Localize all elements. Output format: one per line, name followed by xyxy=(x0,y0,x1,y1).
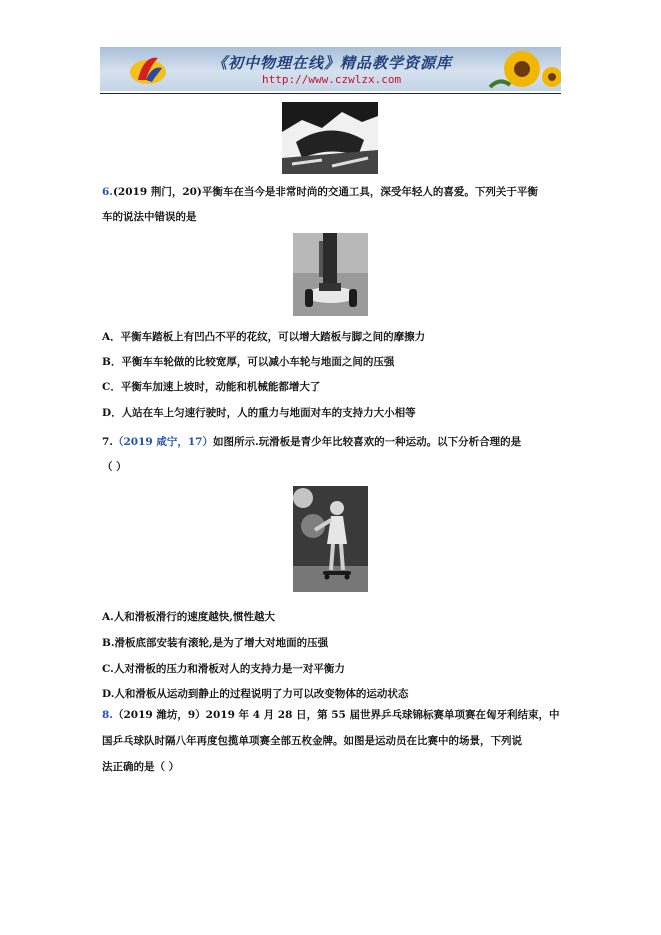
header-divider xyxy=(100,93,561,94)
site-logo-icon xyxy=(128,52,168,86)
q7-stem-line2: （ ） xyxy=(102,461,127,473)
q6-line1 xyxy=(102,184,538,200)
q8-stem-line2: 国乒乓球队时隔八年再度包揽单项赛全部五枚金牌。如图是运动员在比赛中的场景，下列说 xyxy=(102,735,522,747)
q8-source: （2019 潍坊，9） xyxy=(112,709,206,721)
q8-line1 xyxy=(102,707,560,723)
q7-line1 xyxy=(102,434,521,450)
q7-option-d: D.人和滑板从运动到静止的过程说明了力可以改变物体的运动状态 xyxy=(102,688,409,700)
q6-option-b: B．平衡车车轮做的比较宽厚，可以减小车轮与地面之间的压强 xyxy=(102,356,395,368)
header-title: 《初中物理在线》精品教学资源库 xyxy=(212,54,453,72)
q6-option-c: C．平衡车加速上坡时，动能和机械能都增大了 xyxy=(102,381,321,393)
q7-option-b: B.滑板底部安装有滚轮,是为了增大对地面的压强 xyxy=(102,637,329,649)
q6-number: 6. xyxy=(102,186,113,198)
q7-option-a: A.人和滑板滑行的速度越快,惯性越大 xyxy=(102,611,275,623)
q7-number: 7. xyxy=(102,436,113,448)
sunflower-decoration-icon xyxy=(470,47,561,91)
header-url: http://www.czwlzx.com xyxy=(262,73,402,86)
figure-scene-image xyxy=(282,102,378,174)
q7-stem-line1: 如图所示.玩滑板是青少年比较喜欢的一种运动。以下分析合理的是 xyxy=(212,436,522,448)
q6-option-d: D．人站在车上匀速行驶时，人的重力与地面对车的支持力大小相等 xyxy=(102,407,416,419)
q8-number: 8. xyxy=(102,709,113,721)
balance-scooter-image xyxy=(293,233,368,316)
q7-option-c: C.人对滑板的压力和滑板对人的支持力是一对平衡力 xyxy=(102,663,345,675)
q6-stem-line1: 平衡车在当今是非常时尚的交通工具，深受年轻人的喜爱。下列关于平衡 xyxy=(201,186,538,198)
q6-stem-line2: 车的说法中错误的是 xyxy=(102,211,197,223)
q6-option-a: A．平衡车踏板上有凹凸不平的花纹，可以增大踏板与脚之间的摩擦力 xyxy=(102,331,426,343)
q8-stem-line1: 2019 年 4 月 28 日，第 55 届世界乒乓球锦标赛单项赛在匈牙利结束，中 xyxy=(205,709,560,721)
q8-stem-line3: 法正确的是（ ） xyxy=(102,761,180,773)
q7-source: （2019 咸宁，17） xyxy=(112,436,213,448)
skateboard-girl-image xyxy=(293,486,368,592)
q6-source: (2019 荆门，20) xyxy=(112,186,202,198)
